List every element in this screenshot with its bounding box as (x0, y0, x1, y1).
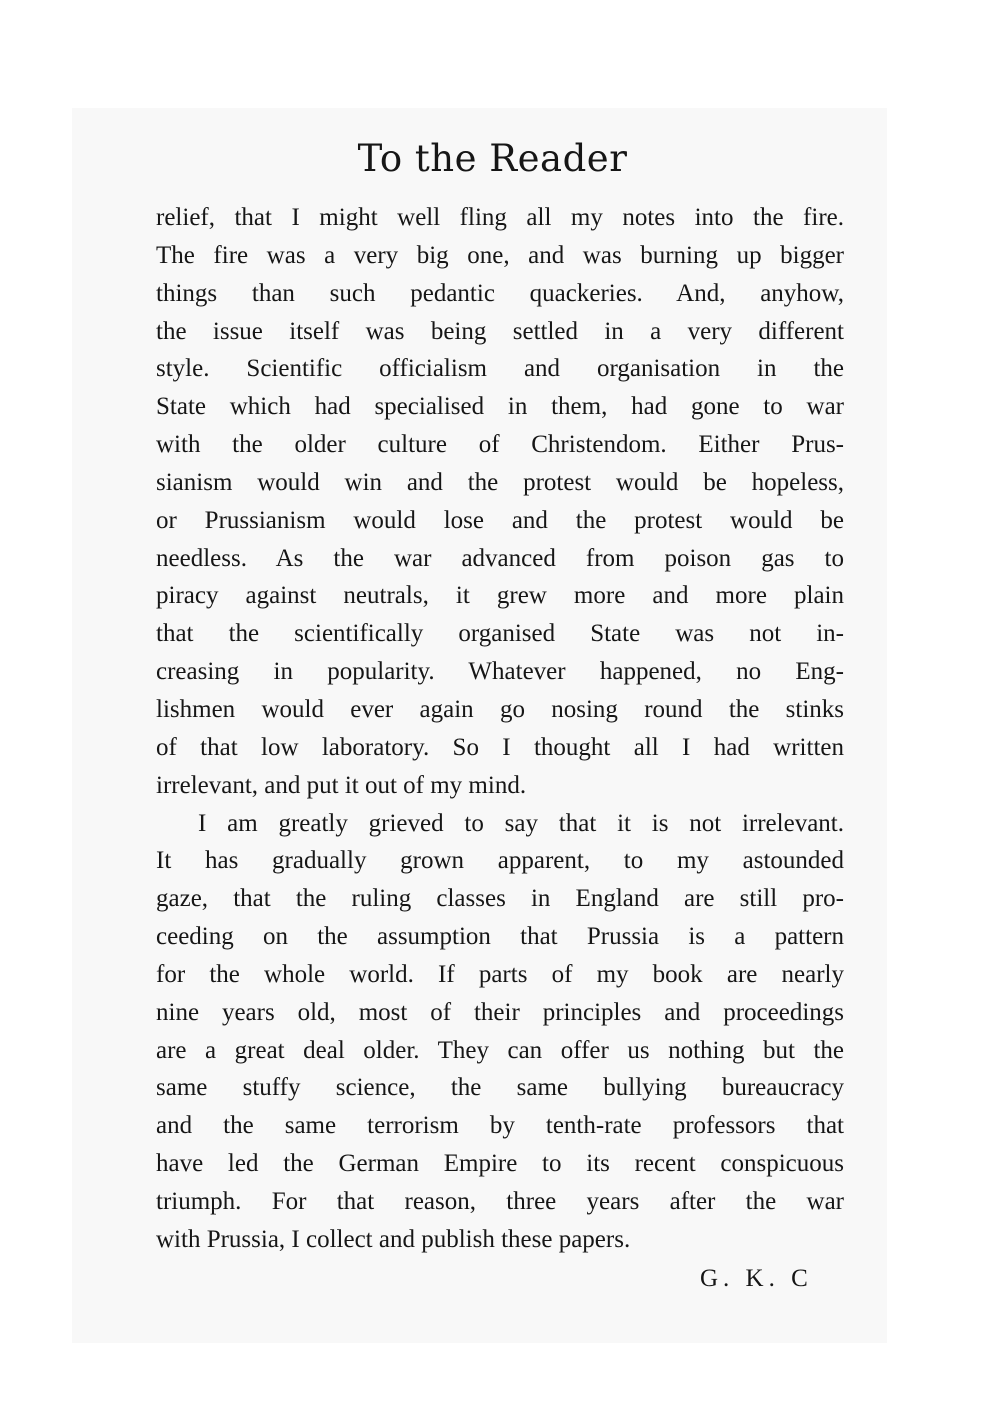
text-line: are a great deal older. They can offer us nothing but the (156, 1036, 844, 1064)
text-line: nine years old, most of their principles and proceedings (156, 998, 844, 1026)
text-line: that the scientifically organised State was not in- (156, 620, 844, 648)
text-line: relief, that I might well fling all my notes into the fire. (156, 204, 844, 231)
text-line: creasing in popularity. Whatever happened, no Eng- (156, 658, 844, 686)
text-line: ceeding on the assumption that Prussia is a pattern (156, 923, 844, 951)
text-line: the issue itself was being settled in a very different (156, 317, 844, 345)
page-title: To the Reader (357, 137, 628, 180)
text-line: The fire was a very big one, and was burning up bigger (156, 241, 844, 269)
text-line: I am greatly grieved to say that it is not irrelevant. (198, 809, 844, 837)
text-line: have led the German Empire to its recent conspicuous (156, 1150, 844, 1178)
text-line: sianism would win and the protest would be hopeless, (156, 468, 844, 496)
text-line: gaze, that the ruling classes in England are still pro- (156, 885, 844, 913)
text-line: for the whole world. If parts of my book are nearly (156, 960, 844, 988)
text-line: same stuffy science, the same bullying bureaucracy (156, 1074, 844, 1102)
text-line: with the older culture of Christendom. Either Prus- (156, 431, 844, 459)
text-line: lishmen would ever again go nosing round the stinks (156, 695, 844, 723)
text-line: and the same terrorism by tenth-rate professors that (156, 1112, 844, 1140)
text-line: needless. As the war advanced from poison gas to (156, 544, 844, 572)
text-line: State which had specialised in them, had gone to war (156, 393, 844, 421)
text-line: with Prussia, I collect and publish these papers. (156, 1225, 631, 1253)
text-line: irrelevant, and put it out of my mind. (156, 771, 527, 799)
author-signature: G. K. C (700, 1265, 813, 1292)
paragraph (156, 805, 844, 1259)
text-line: piracy against neutrals, it grew more and more plain (156, 582, 844, 610)
text-line: things than such pedantic quackeries. And, anyhow, (156, 279, 844, 307)
text-line: of that low laboratory. So I thought all I had written (156, 733, 844, 761)
body-text (156, 199, 844, 1259)
paragraph (156, 199, 844, 805)
text-line: or Prussianism would lose and the protest would be (156, 506, 844, 534)
text-line: style. Scientific officialism and organisation in the (156, 355, 844, 383)
text-line: It has gradually grown apparent, to my astounded (156, 847, 844, 875)
text-line: triumph. For that reason, three years after the war (156, 1187, 844, 1215)
